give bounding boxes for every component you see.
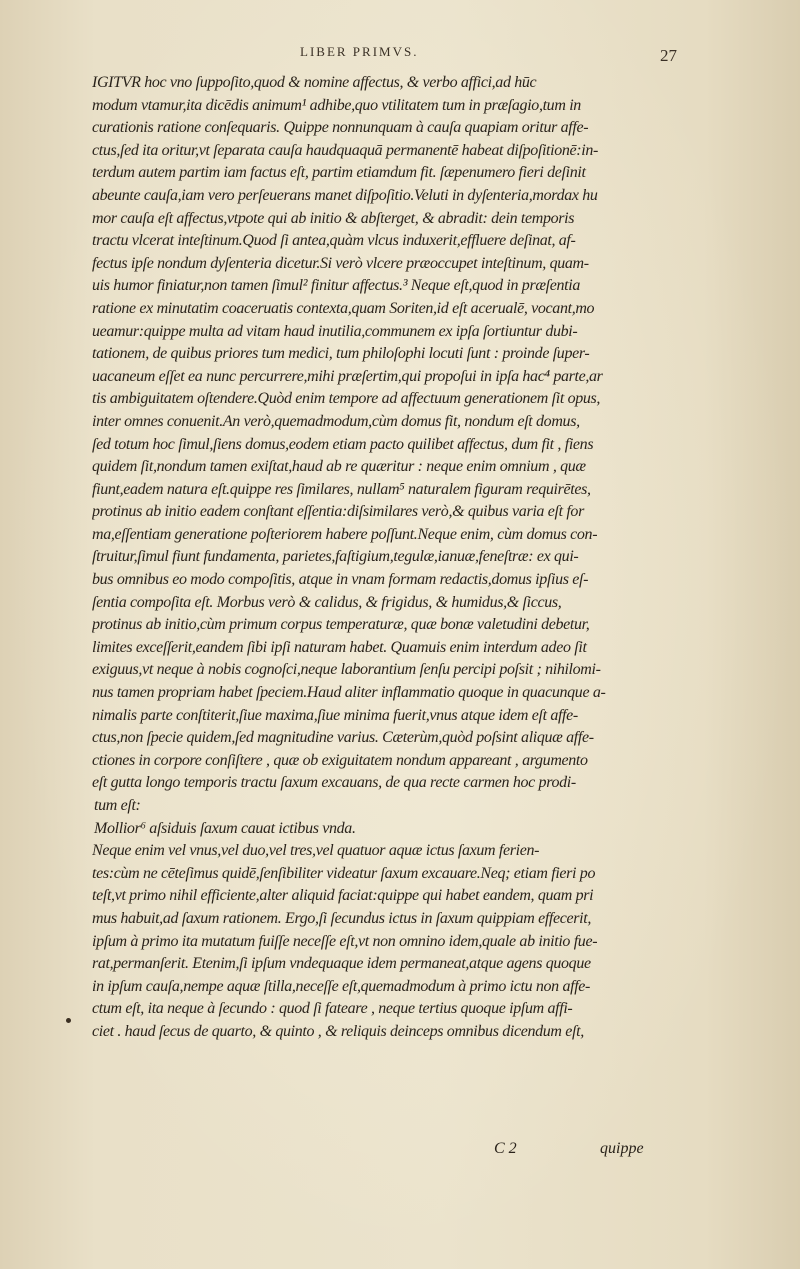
text-line: tis ambiguitatem oſtendere.Quòd enim tempore ad affectuum generationem ſit opus,	[92, 390, 601, 408]
page-header	[0, 44, 800, 74]
text-line: teſt,vt primo nihil efficiente,alter aliquid faciat:quippe qui habet eandem, quam pri	[92, 887, 594, 905]
text-line: ma,eſſentiam generatione poſteriorem habere poſſunt.Neque enim, cùm domus con-	[92, 525, 598, 543]
running-head: LIBER PRIMVS.	[300, 44, 419, 59]
text-line: protinus ab initio,cùm primum corpus temperaturæ, quæ bonæ valetudini debetur,	[92, 616, 590, 634]
text-line: Neque enim vel vnus,vel duo,vel tres,vel quatuor aquæ ictus ſaxum ferien-	[92, 842, 540, 860]
text-line: ctum eſt, ita neque à ſecundo : quod ſi fateare , neque tertius quoque ipſum affi-	[92, 1000, 573, 1018]
text-line: quidem ſit,nondum tamen exiſtat,haud ab re quæritur : neque enim omnium , quæ	[92, 458, 586, 476]
text-line: mus habuit,ad ſaxum rationem. Ergo,ſi ſecundus ictus in ſaxum quippiam effecerit,	[92, 909, 591, 927]
text-line: mor cauſa eſt affectus,vtpote qui ab initio & abſterget, & abradit: dein temporis	[92, 209, 575, 227]
text-line: inter omnes conuenit.An verò,quemadmodum,cùm domus fit, nondum eſt domus,	[92, 412, 580, 430]
text-line: ſtruitur,ſimul fiunt fundamenta, parietes,faſtigium,tegulæ,ianuæ,feneſtræ: ex qui-	[92, 548, 579, 566]
text-line: modum vtamur,ita dicēdis animum¹ adhibe,quo vtilitatem tum in præſagio,tum in	[92, 96, 581, 114]
text-line: tum eſt:	[94, 797, 141, 814]
text-line: in ipſum cauſa,nempe aquæ ſtilla,neceſſe eſt,quemadmodum à primo ictu non affe-	[92, 977, 591, 995]
text-line: nus tamen propriam habet ſpeciem.Haud aliter inflammatio quoque in quacunque a-	[92, 684, 606, 702]
text-line: rat,permanſerit. Etenim,ſi ipſum vndequaque idem permaneat,atque agens quoque	[92, 955, 591, 973]
text-line: eſt gutta longo temporis tractu ſaxum excauans, de qua recte carmen hoc prodi-	[92, 774, 576, 792]
text-line: ctus,non ſpecie quidem,ſed magnitudine varius. Cæterùm,quòd poſsint aliquæ affe-	[92, 729, 594, 747]
text-line: limites exceſſerit,eandem ſibi ipſi naturam habet. Quamuis enim interdum adeo ſit	[92, 638, 587, 656]
text-line: exiguus,vt neque à nobis cognoſci,neque laborantium ſenſu percipi poſsit ; nihilomi-	[92, 661, 601, 679]
text-line: fiunt,eadem natura eſt.quippe res ſimilares, nullam⁵ naturalem figuram requirētes,	[92, 480, 591, 498]
text-line: IGITVR hoc vno ſuppoſito,quod & nomine affectus, & verbo affici,ad hūc	[92, 74, 537, 91]
text-line: tationem, de quibus priores tum medici, tum philoſophi locuti ſunt : proinde ſuper-	[92, 345, 590, 363]
text-line: uacaneum eſſet ea nunc percurrere,mihi præſertim,qui propoſui in ipſa hac⁴ parte,ar	[92, 367, 603, 385]
text-line: abeunte cauſa,iam vero perſeuerans manet diſpoſitio.Veluti in dyſenteria,mordax hu	[92, 186, 598, 204]
marginal-dot	[66, 1018, 71, 1023]
text-line: ſentia compoſita eſt. Morbus verò & calidus, & frigidus, & humidus,& ſiccus,	[92, 593, 562, 611]
text-line: Mollior⁶ aſsiduis ſaxum cauat ictibus vnda.	[94, 819, 356, 837]
page-footer	[0, 1140, 800, 1164]
text-line: terdum autem partim iam factus eſt, partim etiamdum fit. ſæpenumero fieri deſinit	[92, 164, 586, 182]
signature-mark: C 2	[494, 1140, 517, 1157]
text-line: tes:cùm ne cētеſimus quidē,ſenſibiliter videatur ſaxum excauare.Neq; etiam fieri po	[92, 864, 596, 882]
text-line: protinus ab initio eadem conſtant eſſentia:diſsimilares verò,& quibus varia eſt for	[92, 503, 584, 521]
text-line: bus omnibus eo modo compoſitis, atque in vnam formam redactis,domus ipſius eſ-	[92, 571, 589, 589]
text-line: ipſum à primo ita mutatum fuiſſe neceſſe eſt,vt non omnino idem,quale ab initio fue-	[92, 932, 598, 950]
folio-number: 27	[660, 46, 677, 65]
text-line: fectus ipſe nondum dyſenteria dicetur.Si verò vlcere præoccupet inteſtinum, quam-	[92, 254, 589, 272]
text-line: ctus,ſed ita oritur,vt ſeparata cauſa haudquaquā permanentē habeat diſpoſitionē:in-	[92, 141, 598, 159]
text-line: ſed totum hoc ſimul,ſiens domus,eodem etiam pacto quilibet affectus, dum fit , fiens	[92, 435, 594, 453]
text-line: ctiones in corpore conſiſtere , quæ ob exiguitatem nondum appareant , argumento	[92, 751, 588, 769]
text-line: tractu vlcerat inteſtinum.Quod ſi antea,quàm vlcus induxerit,effluere deſinat, af-	[92, 232, 576, 250]
main-text-block	[92, 72, 664, 1044]
catchword: quippe	[600, 1140, 644, 1157]
text-line: curationis ratione conſequaris. Quippe nonnunquam à cauſa quapiam oritur affe-	[92, 119, 589, 137]
text-line: ciet . haud ſecus de quarto, & quinto , & reliquis deinceps omnibus dicendum eſt,	[92, 1022, 584, 1040]
text-line: ratione ex minutatim coaceruatis contexta,quam Soriten,id eſt acerualē, vocant,mo	[92, 299, 595, 317]
text-line: uis humor finiatur,non tamen ſimul² finitur affectus.³ Neque eſt,quod in præſentia	[92, 277, 580, 295]
text-line: nimalis parte conſtiterit,ſiue maxima,ſiue minima fuerit,vnus atque idem eſt affe-	[92, 706, 578, 724]
text-line: ueamur:quippe multa ad vitam haud inutilia,communem ex ipſa ſortiuntur dubi-	[92, 322, 578, 340]
